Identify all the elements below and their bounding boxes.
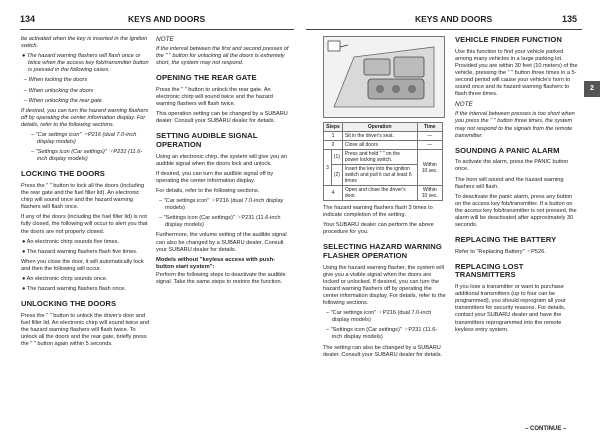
right-column-1 xyxy=(323,36,447,362)
after-table-text: The hazard warning flashers flash 3 times to indicate completion of the setting. xyxy=(323,205,433,219)
table-cell: Within 10 sec. xyxy=(417,186,442,201)
keyless-paragraph: Perform the following steps to deactivate the audible signal. Take the same steps to restore the function. xyxy=(156,271,286,286)
lock-bullet: ● The hazard warning flashers flash five times. xyxy=(22,248,138,255)
table-cell: — xyxy=(417,141,442,150)
lock-bullet: ● An electronic chirp sounds once. xyxy=(22,276,108,283)
refer-link[interactable]: – "Settings icon (Car settings)" ☞P231 (11.6-inch display models) xyxy=(326,327,438,341)
table-cell: Press and hold " " on the power locking switch. xyxy=(342,150,417,165)
door-switch-icon xyxy=(324,37,444,117)
right-page xyxy=(300,0,600,447)
door-switch-illustration xyxy=(323,36,445,118)
left-page-number: 134 xyxy=(20,14,36,24)
right-page-number: 135 xyxy=(562,14,578,24)
table-cell: (1) xyxy=(331,150,342,165)
audible-paragraph: Furthermore, the volume setting of the audible signal can also be changed by a SUBARU dealer. Consult your SUBARU dealer for details. xyxy=(156,232,287,253)
refer-link[interactable]: – "Car settings icon" ☞P216 (dual 7.0-inch display models) xyxy=(326,310,432,324)
panic-paragraph: To deactivate the panic alarm, press any button on the access key fob/transmitter. If a button on the access key fob/transmitter is not pressed, the alarm will be deactivated after approximately 30 seconds. xyxy=(455,193,577,229)
note-title: NOTE xyxy=(455,101,473,109)
right-column-2 xyxy=(455,36,579,337)
table-header-cell: Steps xyxy=(324,123,343,132)
hazard-bullet: ● The hazard warning flashers will flash once or twice when the access key fob/transmitter button is pressed in the following cases. xyxy=(22,53,149,74)
note-text: If the interval between the first and second presses of the " " button for unlocking all the doors is extremely short, the system may not respond. xyxy=(156,46,289,67)
finder-heading: VEHICLE FINDER FUNCTION xyxy=(455,35,562,44)
panic-paragraph: The horn will sound and the hazard warning flashers will flash. xyxy=(455,176,564,190)
lock-paragraph: If any of the doors (including the fuel filler lid) is not fully closed, the following will occur to alert you that the doors are not properly closed. xyxy=(21,214,148,235)
intro-line: be activated when the key is inserted in the ignition switch. xyxy=(21,36,148,50)
table-cell: Within 10 sec. xyxy=(417,150,442,186)
table-cell: Insert the key into the ignition switch and pull it out at least 6 times xyxy=(342,165,417,186)
lock-bullet: ● The hazard warning flashers flash once. xyxy=(22,286,127,293)
lost-transmitters-paragraph: If you lose a transmitter or want to purchase additional transmitters (up to four can be programmed), you should reprogram all your transmitters for security reasons. For details, contact your SUBARU dealer and have the transmitters reprogrammed into the remote keyless entry system. xyxy=(455,284,566,333)
keyless-heading: Models without "keyless access with push-button start system": xyxy=(156,256,276,270)
table-cell: 3 xyxy=(324,150,332,186)
right-page-header xyxy=(300,14,580,28)
continue-label: – CONTINUE – xyxy=(525,426,567,432)
right-header-rule xyxy=(306,29,582,30)
audible-heading: SETTING AUDIBLE SIGNAL OPERATION xyxy=(156,131,258,150)
lock-paragraph: When you close the door, it will automatically lock and then the following will occur. xyxy=(21,258,144,272)
rear-gate-paragraph: This operation setting can be changed by a SUBARU dealer. Consult your SUBARU dealer for details. xyxy=(156,111,288,125)
table-cell: — xyxy=(417,132,442,141)
table-cell: Close all doors xyxy=(342,141,417,150)
refer-link[interactable]: – "Settings icon (Car settings)" ☞P231 (11.6-inch display models) xyxy=(31,149,143,163)
left-header-rule xyxy=(20,29,294,30)
refer-link[interactable]: – "Car settings icon" ☞P216 (dual 7.0-inch display models) xyxy=(31,132,137,146)
after-table-text: Your SUBARU dealer can perform the above procedure for you. xyxy=(323,222,434,236)
audible-paragraph: For details, refer to the following sections. xyxy=(156,188,260,194)
sub-item: – When unlocking the doors xyxy=(24,87,94,94)
table-row xyxy=(324,150,443,165)
table-cell: Sit in the driver's seat. xyxy=(342,132,417,141)
left-section-title: KEYS AND DOORS xyxy=(128,14,206,24)
refer-link[interactable]: – "Settings icon (Car settings)" ☞P231 (11.6-inch display models) xyxy=(159,215,281,229)
lock-paragraph: Press the " " button to lock all the doors (including the rear gate and the fuel filler lid). An electronic chirp will sound once and the hazard warning flashers will flash once. xyxy=(21,183,145,211)
table-cell: (2) xyxy=(331,165,342,186)
hazard-select-paragraph: The setting can also be changed by a SUBARU dealer. Consult your SUBARU dealer for details. xyxy=(323,344,443,358)
refer-text: If desired, you can turn the hazard warning flashers off by operating the center information display. For details, refer to the following sections. xyxy=(21,107,149,128)
table-row xyxy=(324,141,443,150)
hazard-select-heading: SELECTING HAZARD WARNING FLASHER OPERATION xyxy=(323,242,442,260)
audible-steps-table xyxy=(323,122,443,201)
rear-gate-heading: OPENING THE REAR GATE xyxy=(156,73,257,83)
panic-heading: SOUNDING A PANIC ALARM xyxy=(455,145,560,155)
sub-item: – When locking the doors xyxy=(24,77,88,84)
sub-item: – When unlocking the rear gate xyxy=(24,97,102,104)
lock-heading: LOCKING THE DOORS xyxy=(21,169,105,179)
table-row xyxy=(324,132,443,141)
left-column-1 xyxy=(21,36,150,351)
lost-transmitters-heading: REPLACING LOST TRANSMITTERS xyxy=(455,261,524,280)
hazard-select-paragraph: Using the hazard warning flasher, the system will give you a visible signal when the doors are locked or unlocked. If desired, you can turn the hazard warning flashers off by operating the center information display. For details, refer to the following sections. xyxy=(323,264,446,307)
table-cell: 2 xyxy=(324,141,343,150)
table-cell: Open and close the driver's door. xyxy=(342,186,417,201)
audible-paragraph: Using an electronic chirp, the system will give you an audible signal when the doors lock and unlock. xyxy=(156,153,287,167)
right-section-title: KEYS AND DOORS xyxy=(415,14,493,24)
table-cell: 1 xyxy=(324,132,343,141)
panic-paragraph: To activate the alarm, press the PANIC button once. xyxy=(455,159,569,173)
table-cell: 4 xyxy=(324,186,343,201)
lock-bullet: ● An electronic chirp sounds five times. xyxy=(22,238,119,245)
unlock-paragraph: Press the " " button to unlock the driver's door and fuel filler lid. An electronic chirp will sound twice and the hazard warning flashers will flash twice. To unlock all the doors and the rear gate, briefly press the " " button again within 5 seconds. xyxy=(21,312,150,348)
battery-paragraph[interactable]: Refer to "Replacing Battery" ☞P526. xyxy=(455,248,546,255)
note-title: NOTE xyxy=(156,36,174,43)
finder-paragraph: Use this function to find your vehicle parked among many vehicles in a large parking lot. Provided you are within 30 feet (10 meters) of the vehicle, pressing the " " button three times in a 5-second period will cause your vehicle's horn to sound once and its hazard warning flashers to flash three times. xyxy=(455,48,578,98)
unlock-heading: UNLOCKING THE DOORS xyxy=(21,299,117,309)
rear-gate-paragraph: Press the " " button to unlock the rear gate. An electronic chirp will sound twice and the hazard warning flashers will flash twice. xyxy=(156,86,273,108)
left-column-2 xyxy=(156,36,292,289)
table-row xyxy=(324,186,443,201)
table-header-cell: Operation xyxy=(342,123,417,132)
battery-heading: REPLACING THE BATTERY xyxy=(455,235,557,245)
chapter-tab: 2 xyxy=(584,81,600,97)
audible-paragraph: If desired, you can turn the audible signal off by operating the center information display. xyxy=(156,170,274,184)
note-text: If the interval between presses is too short when you press the " " button three times, the system may not respond to the signals from the remote transmitter. xyxy=(455,111,575,139)
table-header-row xyxy=(324,123,443,132)
table-header-cell: Time xyxy=(417,123,442,132)
left-page-header xyxy=(20,14,290,28)
refer-link[interactable]: – "Car settings icon" ☞P216 (dual 7.0-inch display models) xyxy=(159,198,284,212)
